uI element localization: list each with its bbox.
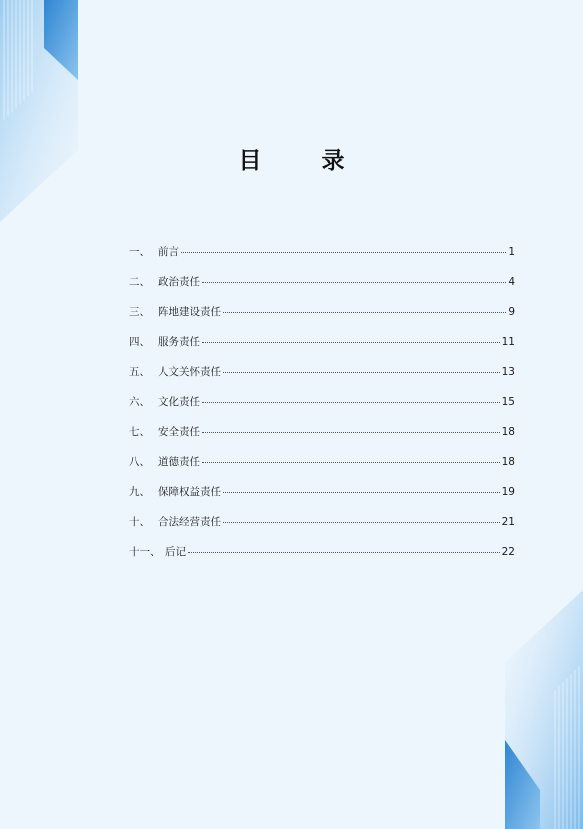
table-of-contents: [129, 244, 515, 574]
toc-entry-label: 人文关怀责任: [158, 366, 221, 378]
toc-entry[interactable]: [129, 334, 515, 364]
toc-entry-label: 合法经营责任: [158, 516, 221, 528]
dot-leader: [223, 492, 500, 493]
toc-entry-page-number: 18: [501, 426, 515, 438]
toc-entry-label: 道德责任: [158, 456, 200, 468]
toc-entry-page-number: 18: [501, 456, 515, 468]
toc-entry[interactable]: [129, 394, 515, 424]
dot-leader: [223, 522, 500, 523]
toc-entry-label: 阵地建设责任: [158, 306, 221, 318]
dot-leader: [181, 252, 506, 253]
toc-entry[interactable]: [129, 304, 515, 334]
toc-entry-number: 六、: [129, 396, 150, 408]
dot-leader: [223, 312, 506, 313]
dot-leader: [188, 552, 500, 553]
toc-entry-label: 保障权益责任: [158, 486, 221, 498]
dot-leader: [223, 372, 500, 373]
toc-entry-label: 政治责任: [158, 276, 200, 288]
toc-entry-page-number: 4: [508, 276, 515, 288]
toc-entry-number: 十、: [129, 516, 150, 528]
toc-entry-label: 后记: [165, 546, 186, 558]
dot-leader: [202, 432, 500, 433]
toc-entry[interactable]: [129, 514, 515, 544]
toc-entry-label: 前言: [158, 246, 179, 258]
toc-entry[interactable]: [129, 274, 515, 304]
dot-leader: [202, 282, 506, 283]
toc-entry[interactable]: [129, 364, 515, 394]
toc-entry-page-number: 15: [501, 396, 515, 408]
toc-heading: 目 录: [238, 147, 371, 174]
dot-leader: [202, 402, 500, 403]
toc-entry-page-number: 21: [501, 516, 515, 528]
toc-entry-number: 二、: [129, 276, 150, 288]
toc-entry-page-number: 13: [501, 366, 515, 378]
toc-entry-page-number: 22: [501, 546, 515, 558]
toc-entry[interactable]: [129, 544, 515, 574]
toc-entry-number: 一、: [129, 246, 150, 258]
toc-entry-number: 四、: [129, 336, 150, 348]
toc-entry[interactable]: [129, 484, 515, 514]
toc-entry-number: 五、: [129, 366, 150, 378]
toc-entry-number: 三、: [129, 306, 150, 318]
toc-entry-page-number: 19: [501, 486, 515, 498]
toc-entry-number: 九、: [129, 486, 150, 498]
toc-entry-label: 文化责任: [158, 396, 200, 408]
toc-entry-number: 七、: [129, 426, 150, 438]
dot-leader: [202, 462, 500, 463]
toc-entry-label: 服务责任: [158, 336, 200, 348]
toc-entry-page-number: 11: [501, 336, 515, 348]
toc-entry-label: 安全责任: [158, 426, 200, 438]
toc-entry-number: 十一、: [129, 546, 161, 558]
dot-leader: [202, 342, 500, 343]
toc-entry-page-number: 1: [508, 246, 515, 258]
toc-entry-number: 八、: [129, 456, 150, 468]
toc-entry[interactable]: [129, 424, 515, 454]
toc-entry[interactable]: [129, 244, 515, 274]
toc-entry[interactable]: [129, 454, 515, 484]
toc-entry-page-number: 9: [508, 306, 515, 318]
